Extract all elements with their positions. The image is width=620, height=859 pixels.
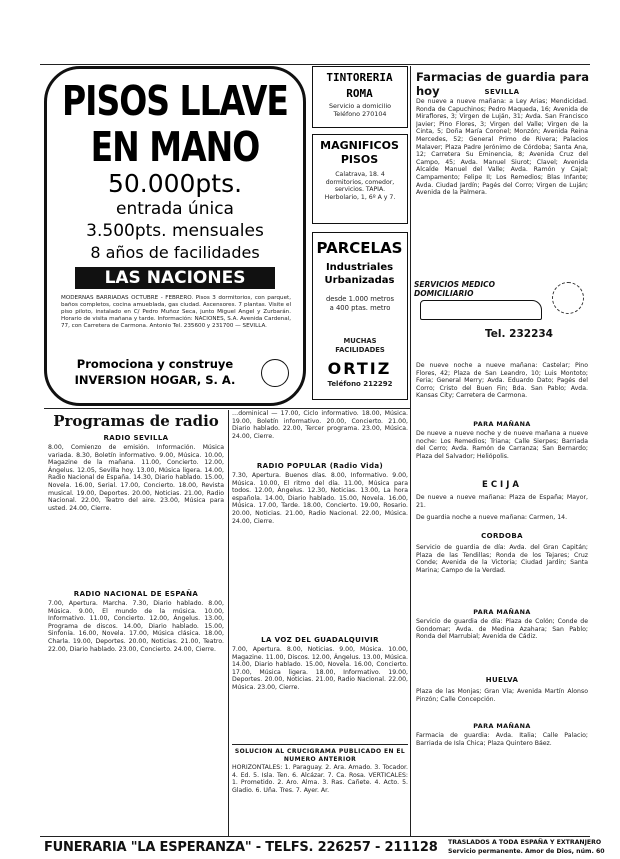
farmacias-text6: Servicio de guardia de día: Avda. del Gran Capitán; Plaza de las Tendillas; Ronda de los Tejares; Cruz Conde; Avenida de la Victoria; Ciudad Jardín; Santa Marina; Campo de la Verdad. bbox=[416, 544, 588, 574]
parcelas-name: ORTIZ bbox=[327, 359, 392, 378]
pisos-ad bbox=[44, 66, 306, 406]
radio-station-guadalquivir: LA VOZ DEL GUADALQUIVIR bbox=[261, 636, 379, 644]
pisos-ad-years: 8 años de facilidades bbox=[90, 243, 260, 262]
parcelas-facilidades: MUCHAS FACILIDADES bbox=[335, 337, 385, 354]
farmacias-text8: Plaza de las Monjas; Gran Vía; Avenida Martín Alonso Pinzón; Calle Concepción. bbox=[416, 688, 588, 703]
crucigrama-text: HORIZONTALES: 1. Paraguay. 2. Ara. Amado. 3. Tocador. 4. Ed. 5. Isla. Ten. 6. Alcázar. 7. Ca. Rosa. VERTICALES: 1. Prometido. 2. Aro. Alma. 3. Ras. Cañete. 4. Acto. 5. Gladio. 6. Uña. Tres. 7. Ayer. Ar. bbox=[232, 764, 408, 794]
farmacias-city-sevilla: SEVILLA bbox=[484, 88, 520, 96]
farmacias-city-cordoba: CORDOBA bbox=[481, 532, 523, 540]
crucigrama-title: SOLUCION AL CRUCIGRAMA PUBLICADO EN EL NUMERO ANTERIOR bbox=[234, 748, 406, 763]
column-rule-radio bbox=[228, 410, 229, 836]
ambulance-icon bbox=[420, 300, 542, 320]
crucigrama-rule bbox=[232, 744, 408, 745]
radio-station-popular: RADIO POPULAR (Radio Vida) bbox=[256, 462, 384, 470]
farmacias-para-manana: PARA MAÑANA bbox=[473, 420, 531, 428]
funeraria-name: FUNERARIA "LA ESPERANZA" - TELFS. 226257 - 211128 bbox=[44, 840, 438, 855]
top-rule bbox=[40, 64, 590, 65]
farmacias-city-huelva: HUELVA bbox=[485, 676, 519, 684]
funeraria-right1: TRASLADOS A TODA ESPAÑA Y EXTRANJERO bbox=[448, 839, 602, 846]
parcelas-ad bbox=[312, 232, 408, 400]
farmacias-para-manana-3: PARA MAÑANA bbox=[473, 722, 531, 730]
farmacias-text2: De nueve noche a nueve mañana: Castelar; Pino Flores, 42; Plaza de San Leandro, 10; Luis Montoto; Feria; General Merry; Avda. Eduardo Dato; Pagés del Corro; Cristo del Buen Fin; Bda. San Pablo; Avda. Kansas City; Carretera de Carmona. bbox=[416, 362, 588, 400]
farmacias-text7: Servicio de guardia de día: Plaza de Colón; Conde de Gondomar; Avda. de Medina Azahara; San Pablo; Ronda del Marrubial; Avenida de Cádiz. bbox=[416, 618, 588, 641]
farmacias-para-manana-2: PARA MAÑANA bbox=[473, 608, 531, 616]
medico-banner bbox=[414, 278, 590, 354]
pisos-ad-name: LAS NACIONES bbox=[75, 267, 275, 289]
pisos-ad-line2: EN MANO bbox=[90, 122, 260, 171]
radio-text1: 8.00, Comienzo de emisión. Información. Música variada. 8.30, Boletín informativo. 9.00, Música. 10.00, Magazine de la mañana. 11.00, Concierto. 12.00, Ángelus. 12.05, Sevilla hoy. 13.00, Música ligera. 14.00, Radio Nacional de España. 14.30, Diario hablado. 15.00, Novela. 16.00, Serial. 17.00, Concierto. 18.00, Revista musical. 19.00, Deportes. 20.00, Noticias. 21.00, Radio Nacional. 22.00, Teatro del aire. 23.00, Música para usted. 24.00, Cierre. bbox=[48, 444, 224, 512]
column-rule-right bbox=[410, 66, 411, 836]
magnificos-body: Calatrava, 18. 4 dormitorios, comedor, servicios. TAPIA. Herbolario, 1, 6º A y 7. bbox=[324, 171, 396, 201]
antenna-icon bbox=[552, 282, 584, 314]
tintoreria-name1: TINTORERIA bbox=[326, 71, 393, 84]
tintoreria-name2: ROMA bbox=[346, 87, 373, 100]
pisos-ad-body: MODERNAS BARRIADAS OCTUBRE - FEBRERO. Pisos 3 dormitorios, con parquet, baños completos, cocina amueblada, gas ciudad. Ascensores. 7 plantas. Visite el piso piloto, instalado en C/ Pedro Muñoz Seca, junto Miguel Angel y Zurbarán. Horario de visita mañana y tarde. Información: NACIONES, S.A. Avenida Cardenal, 77, con Carretera de Carmona. Antonio Tel. 235600 y 231700 — SEVILLA. bbox=[61, 295, 291, 329]
pisos-ad-entrada: entrada única bbox=[116, 199, 234, 219]
farmacias-text4: De nueve a nueve mañana: Plaza de España; Mayor, 21. bbox=[416, 494, 588, 509]
parcelas-subtitle: Industriales Urbanizadas bbox=[324, 262, 395, 286]
farmacias-text3: De nueve a nueve noche y de nueve mañana a nueve noche: Los Remedios; Triana; Calle Sierpes; Barriada del Cerro; Avda. Ramón de Carranza; San Bernardo; Plaza del Salvador; Heliópolis. bbox=[416, 430, 588, 460]
magnificos-ad bbox=[312, 134, 408, 224]
pisos-ad-promo: Promociona y construye bbox=[76, 357, 234, 371]
radio-text5: 7.00, Apertura. 8.00, Noticias. 9.00, Música. 10.00, Magazine. 11.00, Discos. 12.00, Ángelus. 13.00, Música. 14.00, Diario hablado. 15.00, Novela. 16.00, Concierto. 17.00, Música ligera. 18.00, Informativo. 19.00, Deportes. 20.00, Noticias. 21.00, Radio Nacional. 22.00, Música. 23.00, Cierre. bbox=[232, 646, 408, 691]
farmacias-text1: De nueve a nueve mañana: a Ley Arias; Mendicidad. Ronda de Capuchinos; Pedro Maqueda, 16; Avenida de Miraflores, 3; Virgen de Luján, 31; Avda. San Francisco Javier; Pino Flores, 3; Virgen del Valle; Virgen de la Cinta, 5; Doña María Coronel; Monzón; Avenida Reina Mercedes, 52; General Primo de Rivera; Palacios Malaver; Plaza Padre Jerónimo de Córdoba; Santa Ana, 12; Carretera Su Eminencia, 8; Avenida Cruz del Campo, 45; Avda. Manuel Siurot; Clavel; Avenida Alcalde Manuel del Valle; Avda. Ramón y Cajal; Campamento; Felipe II; Los Remedios; Blas Infante; Avda. Ciudad Jardín; Pagés del Corro; Virgen de Luján; Avenida de la Palmera. bbox=[416, 98, 588, 197]
radio-text3: …dominical — 17.00, Ciclo informativo. 18.00, Música. 19.00, Boletín informativo. 20.00, Concierto. 21.00, Diario hablado. 22.00, Tercer programa. 23.00, Música. 24.00, Cierre. bbox=[232, 410, 408, 440]
pisos-ad-line1: PISOS LLAVE bbox=[62, 76, 288, 125]
seal-icon bbox=[261, 359, 289, 387]
pisos-ad-builder: INVERSION HOGAR, S. A. bbox=[74, 373, 236, 387]
farmacias-text5: De guardia noche a nueve mañana: Carmen, 14. bbox=[416, 514, 568, 521]
parcelas-phone: Teléfono 212292 bbox=[327, 380, 393, 388]
footer-rule bbox=[40, 836, 590, 837]
radio-station-sevilla: RADIO SEVILLA bbox=[103, 434, 169, 442]
pisos-ad-price: 50.000pts. bbox=[107, 169, 243, 198]
parcelas-title: PARCELAS bbox=[316, 239, 403, 257]
medico-title: SERVICIOS MEDICO DOMICILIARIO bbox=[414, 280, 496, 298]
parcelas-desde: desde 1.000 metros a 400 ptas. metro bbox=[325, 295, 395, 312]
pisos-ad-mensual: 3.500pts. mensuales bbox=[86, 221, 264, 241]
magnificos-title2: PISOS bbox=[340, 153, 379, 166]
funeraria-right2: Servicio permanente. Amor de Dios, núm. 60 bbox=[448, 848, 605, 855]
radio-top-rule bbox=[44, 408, 410, 409]
farmacias-text9: Farmacia de guardia: Avda. Italia; Calle Palacio; Barriada de Isla Chica; Plaza Quintero Báez. bbox=[416, 732, 588, 747]
magnificos-title1: MAGNIFICOS bbox=[320, 139, 399, 152]
radio-station-rne: RADIO NACIONAL DE ESPAÑA bbox=[73, 590, 199, 598]
radio-text4: 7.30, Apertura. Buenos días. 8.00, Informativo. 9.00, Música. 10.00, El ritmo del día. 11.00, Música para todos. 12.00, Ángelus. 12.30, Noticias. 13.00, La hora española. 14.00, Diario hablado. 15.00, Novela. 16.00, Música. 17.00, Tarde. 18.00, Concierto. 19.00, Rosario. 20.00, Noticias. 21.00, Radio Nacional. 22.00, Música. 24.00, Cierre. bbox=[232, 472, 408, 525]
radio-text2: 7.00, Apertura. Marcha. 7.30, Diario hablado. 8.00, Música. 9.00, El mundo de la música. 10.00, Informativo. 11.00, Concierto. 12.00, Ángelus. 13.00, Programa de discos. 14.00, Diario hablado. 15.00, Sinfonía. 16.00, Novela. 17.00, Música clásica. 18.00, Charla. 19.00, Deportes. 20.00, Noticias. 21.00, Teatro. 22.00, Diario hablado. 23.00, Concierto. 24.00, Cierre. bbox=[48, 600, 224, 653]
tintoreria-ad bbox=[312, 66, 408, 128]
medico-tel: Tel. 232234 bbox=[485, 328, 553, 340]
tintoreria-info: Servicio a domicilio Teléfono 270104 bbox=[328, 102, 392, 118]
farmacias-city-ecija: ECIJA bbox=[482, 480, 522, 490]
farmacias-title: Farmacias de guardia para hoy bbox=[416, 70, 589, 98]
radio-title: Programas de radio bbox=[53, 412, 219, 430]
